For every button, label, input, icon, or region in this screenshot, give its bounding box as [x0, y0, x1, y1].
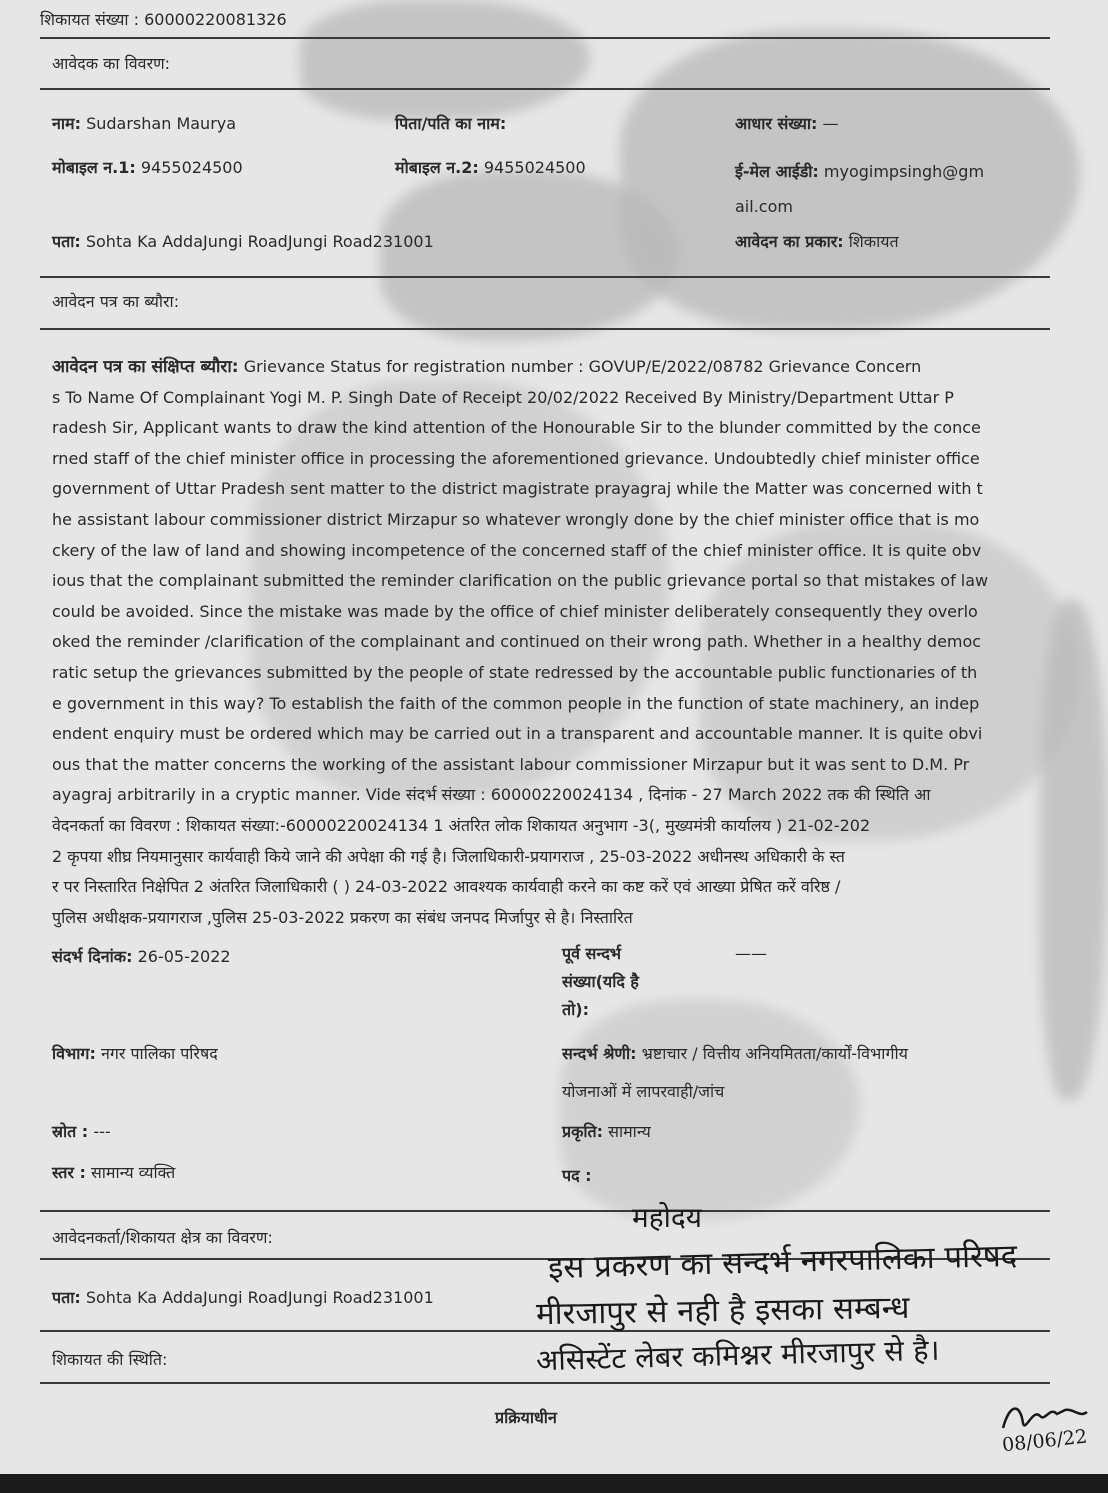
divider — [40, 1210, 1050, 1212]
area-address-field — [52, 1288, 434, 1308]
summary-line: ayagraj arbitrarily in a cryptic manner. Vide संदर्भ संख्या : 60000220024134 , दिनांक - 27 March 2022 तक की स्थिति आ — [52, 785, 931, 805]
father-name-label: पिता/पति का नाम: — [395, 114, 507, 133]
summary-line: he assistant labour commissioner district Mirzapur so whatever wrongly done by the chief minister office that is mo — [52, 509, 980, 529]
level-label: स्तर : — [52, 1163, 86, 1182]
name-label: नाम: — [52, 114, 81, 133]
summary-line: could be avoided. Since the mistake was made by the office of chief minister deliberately consequently they overlo — [52, 601, 978, 621]
nature-value: सामान्य — [608, 1122, 651, 1141]
summary-line: oked the reminder /clarification of the complainant and continued on their wrong path. Whether in a healthy democ — [52, 632, 982, 652]
level-field — [52, 1163, 175, 1183]
address-value: Sohta Ka AddaJungi RoadJungi Road231001 — [85, 232, 434, 251]
category-label: सन्दर्भ श्रेणी: — [562, 1044, 637, 1063]
address-field — [52, 232, 434, 252]
source-value: --- — [93, 1122, 111, 1141]
summary-line-text: Grievance Status for registration number : GOVUP/E/2022/08782 Grievance Concern — [243, 357, 922, 376]
previous-reference-label: तो): — [562, 1000, 589, 1019]
application-section-title: आवेदन पत्र का ब्यौरा: — [52, 292, 180, 311]
department-field — [52, 1044, 218, 1064]
address-label: पता: — [52, 232, 81, 251]
mobile1-label: मोबाइल न.1: — [52, 158, 136, 177]
summary-line: radesh Sir, Applicant wants to draw the kind attention of the Honourable Sir to the blunder committed by the conce — [52, 418, 981, 438]
previous-reference-value: —— — [735, 944, 767, 963]
smudge — [380, 170, 680, 340]
summary-line: e government in this way? To establish the faith of the common people in the function of state machinery, an indep — [52, 693, 980, 713]
application-type-label: आवेदन का प्रकार: — [735, 232, 844, 251]
divider — [40, 276, 1050, 278]
smudge — [1040, 600, 1108, 1100]
applicant-section-title: आवेदक का विवरण: — [52, 54, 171, 73]
email-field — [735, 162, 984, 182]
handwritten-note-line: मीरजापुर से नही है इसका सम्बन्ध — [535, 1289, 910, 1333]
smudge — [560, 1000, 860, 1220]
mobile2-value: 9455024500 — [483, 158, 586, 177]
department-label: विभाग: — [52, 1044, 96, 1063]
summary-line: ratic setup the grievances submitted by the people of state redressed by the accountable public functionaries of th — [52, 662, 978, 682]
summary-line: पुलिस अधीक्षक-प्रयागराज ,पुलिस 25-03-2022 प्रकरण का संबंध जनपद मिर्जापुर से है। निस्तारित — [52, 907, 633, 927]
summary-line: ious that the complainant submitted the reminder clarification on the public grievance portal so that mistakes of law — [52, 571, 989, 591]
level-value: सामान्य व्यक्ति — [90, 1163, 176, 1182]
name-field — [52, 114, 236, 134]
reference-date-value: 26-05-2022 — [137, 947, 231, 966]
name-value: Sudarshan Maurya — [86, 114, 237, 133]
mobile1-field — [52, 158, 243, 178]
divider — [40, 88, 1050, 90]
divider — [40, 37, 1050, 39]
aadhaar-label: आधार संख्या: — [735, 114, 818, 133]
status-label: शिकायत की स्थिति: — [52, 1350, 168, 1369]
summary-line: ous that the matter concerns the working of the assistant labour commissioner Mirzapur but it was sent to D.M. Pr — [52, 754, 970, 774]
email-label: ई-मेल आईडी: — [735, 162, 819, 181]
area-address-label: पता: — [52, 1288, 81, 1307]
area-address-value: Sohta Ka AddaJungi RoadJungi Road231001 — [85, 1288, 434, 1307]
summary-line: र पर निस्तारित निक्षेपित 2 अंतरित जिलाधिकारी ( ) 24-03-2022 आवश्यक कार्यवाही करने का कष्ट करें एवं आख्या प्रेषित करें वरिष्ठ / — [52, 877, 841, 897]
handwritten-note-line: असिस्टेंट लेबर कमिश्नर मीरजापुर से है। — [535, 1332, 940, 1378]
previous-reference-label: संख्या(यदि है — [562, 972, 639, 991]
area-section-title: आवेदनकर्ता/शिकायत क्षेत्र का विवरण: — [52, 1228, 273, 1247]
category-field — [562, 1044, 908, 1064]
email-value-continued: ail.com — [735, 197, 793, 216]
summary-label: आवेदन पत्र का संक्षिप्त ब्यौरा: — [52, 357, 239, 377]
reference-date-field — [52, 947, 231, 967]
handwritten-note-line: महोदय — [632, 1201, 702, 1234]
application-summary — [52, 352, 1042, 933]
summary-line: rned staff of the chief minister office in processing the aforementioned grievance. Undoubtedly chief minister office — [52, 448, 980, 468]
divider — [40, 1382, 1050, 1384]
source-field — [52, 1122, 111, 1142]
mobile1-value: 9455024500 — [140, 158, 243, 177]
application-type-field — [735, 232, 899, 252]
signature-date: 08/06/22 — [1001, 1425, 1089, 1457]
department-value: नगर पालिका परिषद — [100, 1044, 218, 1063]
aadhaar-value: — — [822, 114, 839, 133]
nature-field — [562, 1122, 651, 1142]
summary-line — [52, 352, 1042, 383]
reference-date-label: संदर्भ दिनांक: — [52, 947, 133, 966]
mobile2-label: मोबाइल न.2: — [395, 158, 479, 177]
summary-line: ckery of the law of land and showing incompetence of the concerned staff of the chief minister office. It is quite obv — [52, 540, 982, 560]
summary-line: endent enquiry must be ordered which may be carried out in a transparent and accountable manner. It is quite obvi — [52, 724, 983, 744]
category-value-continued: योजनाओं में लापरवाही/जांच — [562, 1082, 725, 1101]
mobile2-field — [395, 158, 586, 178]
application-type-value: शिकायत — [848, 232, 899, 251]
aadhaar-field — [735, 114, 839, 134]
summary-line: government of Uttar Pradesh sent matter to the district magistrate prayagraj while the Matter was concerned with t — [52, 479, 983, 499]
previous-reference-label: पूर्व सन्दर्भ — [562, 944, 622, 963]
summary-line: वेदनकर्ता का विवरण : शिकायत संख्या:-60000220024134 1 अंतरित लोक शिकायत अनुभाग -3(, मुख्यमंत्री कार्यालय ) 21-02-202 — [52, 815, 871, 835]
divider — [40, 328, 1050, 330]
handwritten-note-line: इस प्रकरण का सन्दर्भ नगरपालिका परिषद — [547, 1237, 1018, 1287]
status-value: प्रक्रियाधीन — [495, 1408, 557, 1427]
smudge — [300, 0, 590, 120]
summary-line: s To Name Of Complainant Yogi M. P. Singh Date of Receipt 20/02/2022 Received By Ministry/Department Uttar P — [52, 387, 954, 407]
complaint-number: शिकायत संख्या : 60000220081326 — [40, 10, 287, 29]
category-value: भ्रष्टाचार / वित्तीय अनियमितता/कार्यों-विभागीय — [641, 1044, 908, 1063]
summary-line: 2 कृपया शीघ्र नियमानुसार कार्यवाही किये जाने की अपेक्षा की गई है। जिलाधिकारी-प्रयागराज , 25-03-2022 अधीनस्थ अधिकारी के स्त — [52, 846, 845, 866]
nature-label: प्रकृति: — [562, 1122, 604, 1141]
source-label: स्रोत : — [52, 1122, 89, 1141]
post-label: पद : — [562, 1166, 592, 1185]
email-value: myogimpsingh@gm — [823, 162, 985, 181]
